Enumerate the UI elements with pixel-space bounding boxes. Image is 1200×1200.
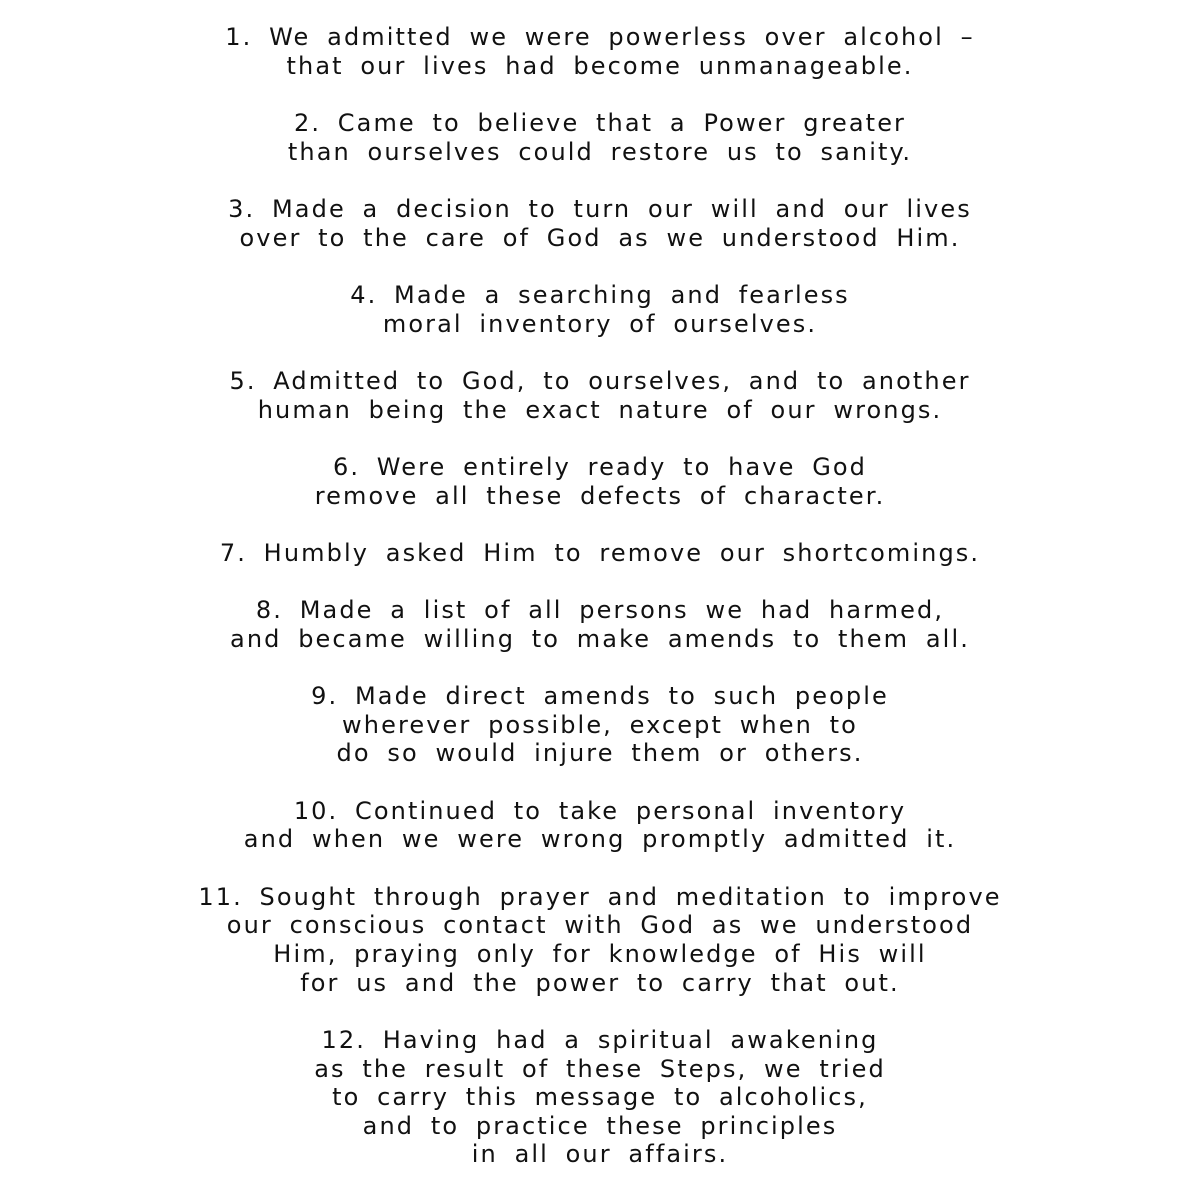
step-line: to carry this message to alcoholics, xyxy=(332,1083,868,1112)
step-6 xyxy=(0,453,1200,510)
step-line: 3. Made a decision to turn our will and our lives xyxy=(228,194,972,223)
step-line: do so would injure them or others. xyxy=(336,739,864,768)
step-line: 5. Admitted to God, to ourselves, and to another xyxy=(229,366,971,395)
step-4 xyxy=(0,281,1200,338)
step-line: our conscious contact with God as we understood xyxy=(226,911,974,940)
step-line: over to the care of God as we understood Him. xyxy=(239,223,961,252)
step-7 xyxy=(0,539,1200,568)
step-line: that our lives had become unmanageable. xyxy=(286,51,914,80)
step-line: moral inventory of ourselves. xyxy=(382,309,818,338)
step-1 xyxy=(0,23,1200,80)
step-line: in all our affairs. xyxy=(471,1140,729,1169)
step-line: 2. Came to believe that a Power greater xyxy=(293,108,907,137)
step-line: 6. Were entirely ready to have God xyxy=(332,452,868,481)
step-11 xyxy=(0,883,1200,997)
step-12 xyxy=(0,1026,1200,1169)
step-line: for us and the power to carry that out. xyxy=(300,968,900,997)
step-line: and when we were wrong promptly admitted it. xyxy=(243,825,957,854)
step-line: 1. We admitted we were powerless over alcohol – xyxy=(225,23,975,51)
step-line: 11. Sought through prayer and meditation to improve xyxy=(198,882,1002,911)
step-line: 10. Continued to take personal inventory xyxy=(293,796,907,825)
step-3 xyxy=(0,195,1200,252)
step-line: 9. Made direct amends to such people xyxy=(311,682,889,711)
step-line: Him, praying only for knowledge of His will xyxy=(273,940,927,969)
step-line: remove all these defects of character. xyxy=(314,481,886,510)
step-9 xyxy=(0,682,1200,768)
step-line: as the result of these Steps, we tried xyxy=(314,1054,886,1083)
step-10 xyxy=(0,797,1200,854)
step-line: and became willing to make amends to them all. xyxy=(230,624,970,653)
step-line: than ourselves could restore us to sanity. xyxy=(287,137,913,166)
step-line: human being the exact nature of our wrongs. xyxy=(257,395,943,424)
step-8 xyxy=(0,596,1200,653)
step-line: 4. Made a searching and fearless xyxy=(350,280,850,309)
step-line: 12. Having had a spiritual awakening xyxy=(321,1026,879,1055)
twelve-steps-document xyxy=(0,23,1200,1169)
step-line: 7. Humbly asked Him to remove our shortcomings. xyxy=(219,538,981,567)
step-line: 8. Made a list of all persons we had harmed, xyxy=(255,596,945,625)
step-2 xyxy=(0,109,1200,166)
step-line: wherever possible, except when to xyxy=(342,710,858,739)
step-line: and to practice these principles xyxy=(362,1111,838,1140)
step-5 xyxy=(0,367,1200,424)
